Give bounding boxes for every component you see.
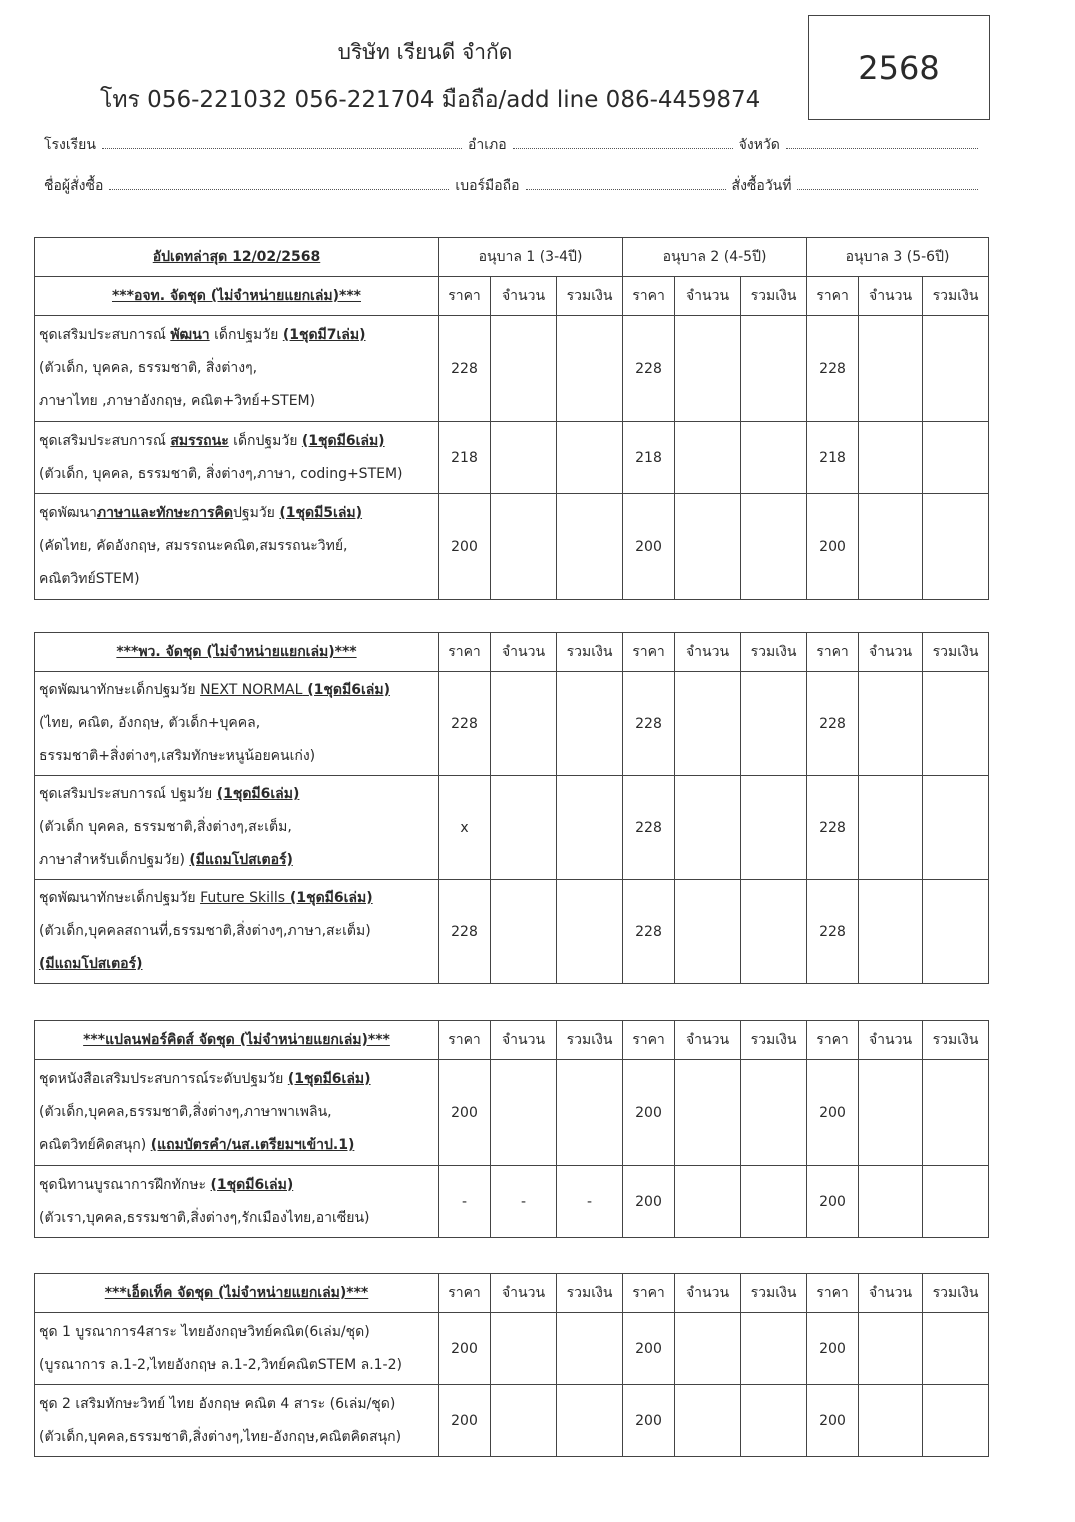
qty-k1-cell[interactable] [491,316,557,422]
section-title: ***แปลนฟอร์คิดส์ จัดชุด (ไม่จำหน่ายแยกเล่ม)*** [35,1021,439,1060]
buyer-field[interactable] [109,177,449,190]
total-k1-cell[interactable] [557,1385,623,1457]
item-description: ชุด 2 เสริมทักษะวิทย์ ไทย อังกฤษ คณิต 4 สาระ (6เล่ม/ชุด) (ตัวเด็ก,บุคคล,ธรรมชาติ,สิ่งต่างๆ,ไทย-อังกฤษ,คณิตคิดสนุก) [35,1385,439,1457]
col-price: ราคา [807,1021,859,1060]
price-k3: 228 [807,880,859,984]
total-k2-cell[interactable] [741,672,807,776]
item-description: ชุดเสริมประสบการณ์ พัฒนา เด็กปฐมวัย (1ชุดมี7เล่ม) (ตัวเด็ก, บุคคล, ธรรมชาติ, สิ่งต่างๆ, ภาษาไทย ,ภาษาอังกฤษ, คณิต+วิทย์+STEM) [35,316,439,422]
col-price: ราคา [623,277,675,316]
table-row [35,494,989,600]
total-k3-cell[interactable] [923,422,989,494]
level-k1: อนุบาล 1 (3-4ปี) [439,238,623,277]
price-k3: 200 [807,1060,859,1166]
col-total: รวมเงิน [557,633,623,672]
total-k1-cell[interactable] [557,422,623,494]
table-row [35,1166,989,1238]
col-price: ราคา [623,1274,675,1313]
qty-k1-cell[interactable] [491,422,557,494]
price-k3: 200 [807,494,859,600]
qty-k2-cell[interactable] [675,1385,741,1457]
item-description: ชุดหนังสือเสริมประสบการณ์ระดับปฐมวัย (1ชุดมี6เล่ม) (ตัวเด็ก,บุคคล,ธรรมชาติ,สิ่งต่างๆ,ภาษาพาเพลิน, คณิตวิทย์คิดสนุก) (แถมบัตรคำ/นส.เตรียมฯเข้าป.1) [35,1060,439,1166]
section-table-3 [34,1020,989,1238]
qty-k2-cell[interactable] [675,422,741,494]
col-qty: จำนวน [675,1021,741,1060]
col-qty: จำนวน [859,633,923,672]
qty-k2-cell[interactable] [675,316,741,422]
level-header-row [35,238,989,277]
col-price: ราคา [807,277,859,316]
price-k3: 228 [807,316,859,422]
section-table-1 [34,237,989,600]
total-k2-cell[interactable] [741,1166,807,1238]
col-qty: จำนวน [859,277,923,316]
col-total: รวมเงิน [741,1274,807,1313]
col-qty: จำนวน [859,1021,923,1060]
school-label: โรงเรียน [44,137,96,153]
price-k2: 200 [623,1060,675,1166]
total-k2-cell[interactable] [741,1313,807,1385]
total-k3-cell[interactable] [923,1313,989,1385]
qty-k3-cell[interactable] [859,1166,923,1238]
qty-k3-cell[interactable] [859,1385,923,1457]
qty-k3-cell[interactable] [859,316,923,422]
price-k2: 228 [623,672,675,776]
column-header-row [35,633,989,672]
table-row [35,422,989,494]
province-field[interactable] [786,136,978,149]
qty-k1-cell[interactable] [491,1313,557,1385]
qty-k2-cell[interactable] [675,1313,741,1385]
qty-k2-cell[interactable] [675,1060,741,1166]
col-total: รวมเงิน [557,1274,623,1313]
district-label: อำเภอ [467,137,507,153]
total-k1-cell[interactable] [557,776,623,880]
price-k2: 200 [623,1166,675,1238]
col-price: ราคา [439,277,491,316]
total-k2-cell[interactable] [741,494,807,600]
order-date-field[interactable] [797,177,978,190]
col-price: ราคา [439,1021,491,1060]
school-field[interactable] [102,136,462,149]
item-description: ชุดพัฒนาภาษาและทักษะการคิดปฐมวัย (1ชุดมี5เล่ม) (คัดไทย, คัดอังกฤษ, สมรรถนะคณิต,สมรรถนะวิทย์, คณิตวิทย์STEM) [35,494,439,600]
qty-k2-cell[interactable] [675,880,741,984]
column-header-row [35,1021,989,1060]
table-row [35,880,989,984]
col-total: รวมเงิน [741,1021,807,1060]
order-date-label: สั่งซื้อวันที่ [731,178,792,194]
item-description: ชุดเสริมประสบการณ์ สมรรถนะ เด็กปฐมวัย (1ชุดมี6เล่ม) (ตัวเด็ก, บุคคล, ธรรมชาติ, สิ่งต่างๆ,ภาษา, coding+STEM) [35,422,439,494]
table-row [35,776,989,880]
qty-k3-cell[interactable] [859,422,923,494]
qty-k1-cell[interactable] [491,1385,557,1457]
price-k2: 200 [623,494,675,600]
col-total: รวมเงิน [741,633,807,672]
total-k1-cell[interactable] [557,316,623,422]
price-k1: 200 [439,494,491,600]
section-table-4 [34,1273,989,1457]
col-total: รวมเงิน [557,1021,623,1060]
total-k2-cell[interactable] [741,1060,807,1166]
table-row [35,672,989,776]
province-label: จังหวัด [738,137,780,153]
total-k3-cell[interactable] [923,1060,989,1166]
total-k3-cell[interactable] [923,1166,989,1238]
total-k3-cell[interactable] [923,880,989,984]
price-k1: 228 [439,316,491,422]
qty-k3-cell[interactable] [859,494,923,600]
col-total: รวมเงิน [557,277,623,316]
price-k1: x [439,776,491,880]
col-price: ราคา [623,1021,675,1060]
col-price: ราคา [807,633,859,672]
price-k1: - [439,1166,491,1238]
price-k3: 218 [807,422,859,494]
col-qty: จำนวน [491,1274,557,1313]
col-total: รวมเงิน [923,1274,989,1313]
price-k2: 228 [623,316,675,422]
level-k2: อนุบาล 2 (4-5ปี) [623,238,807,277]
price-k2: 218 [623,422,675,494]
total-k2-cell[interactable] [741,776,807,880]
qty-k1-cell[interactable] [491,494,557,600]
col-qty: จำนวน [491,1021,557,1060]
item-description: ชุดนิทานบูรณาการฝึกทักษะ (1ชุดมี6เล่ม) (ตัวเรา,บุคคล,ธรรมชาติ,สิ่งต่างๆ,รักเมืองไทย,อาเซียน) [35,1166,439,1238]
column-header-row [35,1274,989,1313]
mobile-field[interactable] [526,177,726,190]
total-k1-cell[interactable] [557,672,623,776]
table-row [35,1060,989,1166]
price-k3: 228 [807,776,859,880]
total-k2-cell[interactable] [741,880,807,984]
col-total: รวมเงิน [923,277,989,316]
contact-line: โทร 056-221032 056-221704 มือถือ/add line 086-4459874 [100,87,761,113]
qty-k3-cell[interactable] [859,776,923,880]
qty-k3-cell[interactable] [859,880,923,984]
total-k3-cell[interactable] [923,494,989,600]
col-total: รวมเงิน [923,633,989,672]
col-qty: จำนวน [675,1274,741,1313]
qty-k2-cell[interactable] [675,672,741,776]
section-title: ***อจท. จัดชุด (ไม่จำหน่ายแยกเล่ม)*** [35,277,439,316]
table-row [35,1313,989,1385]
level-k3: อนุบาล 3 (5-6ปี) [807,238,989,277]
col-price: ราคา [439,1274,491,1313]
total-k2-cell[interactable] [741,316,807,422]
qty-k1-cell[interactable] [491,1060,557,1166]
price-k1: 228 [439,880,491,984]
price-k3: 228 [807,672,859,776]
total-k3-cell[interactable] [923,316,989,422]
qty-k1-cell: - [491,1166,557,1238]
col-qty: จำนวน [491,277,557,316]
table-row [35,1385,989,1457]
col-price: ราคา [807,1274,859,1313]
price-k1: 200 [439,1313,491,1385]
total-k2-cell[interactable] [741,422,807,494]
qty-k3-cell[interactable] [859,672,923,776]
col-total: รวมเงิน [923,1021,989,1060]
qty-k3-cell[interactable] [859,1313,923,1385]
section-table-2 [34,632,989,984]
col-qty: จำนวน [675,277,741,316]
price-k3: 200 [807,1166,859,1238]
qty-k2-cell[interactable] [675,776,741,880]
qty-k2-cell[interactable] [675,494,741,600]
col-qty: จำนวน [491,633,557,672]
qty-k1-cell[interactable] [491,776,557,880]
price-k2: 228 [623,776,675,880]
qty-k1-cell[interactable] [491,672,557,776]
updated-label: อัปเดทล่าสุด 12/02/2568 [35,238,439,277]
year-box [808,15,990,120]
form-row-buyer [40,175,980,197]
item-description: ชุดพัฒนาทักษะเด็กปฐมวัย NEXT NORMAL (1ชุดมี6เล่ม) (ไทย, คณิต, อังกฤษ, ตัวเด็ก+บุคคล, ธรรมชาติ+สิ่งต่างๆ,เสริมทักษะหนูน้อยคนเก่ง) [35,672,439,776]
price-k2: 200 [623,1313,675,1385]
total-k3-cell[interactable] [923,776,989,880]
qty-k2-cell[interactable] [675,1166,741,1238]
total-k1-cell: - [557,1166,623,1238]
total-k3-cell[interactable] [923,1385,989,1457]
qty-k1-cell[interactable] [491,880,557,984]
total-k3-cell[interactable] [923,672,989,776]
mobile-label: เบอร์มือถือ [455,178,520,194]
price-k2: 200 [623,1385,675,1457]
col-qty: จำนวน [675,633,741,672]
table-row [35,316,989,422]
price-k1: 200 [439,1385,491,1457]
district-field[interactable] [513,136,733,149]
item-description: ชุดพัฒนาทักษะเด็กปฐมวัย Future Skills (1ชุดมี6เล่ม) (ตัวเด็ก,บุคคลสถานที่,ธรรมชาติ,สิ่งต่างๆ,ภาษา,สะเต็ม) (มีแถมโปสเตอร์) [35,880,439,984]
total-k1-cell[interactable] [557,494,623,600]
qty-k3-cell[interactable] [859,1060,923,1166]
total-k1-cell[interactable] [557,1313,623,1385]
col-qty: จำนวน [859,1274,923,1313]
item-description: ชุดเสริมประสบการณ์ ปฐมวัย (1ชุดมี6เล่ม) (ตัวเด็ก บุคคล, ธรรมชาติ,สิ่งต่างๆ,สะเต็ม, ภาษาสำหรับเด็กปฐมวัย) (มีแถมโปสเตอร์) [35,776,439,880]
price-k1: 200 [439,1060,491,1166]
item-description: ชุด 1 บูรณาการ4สาระ ไทยอังกฤษวิทย์คณิต(6เล่ม/ชุด) (บูรณาการ ล.1-2,ไทยอังกฤษ ล.1-2,วิทย์คณิตSTEM ล.1-2) [35,1313,439,1385]
total-k1-cell[interactable] [557,1060,623,1166]
col-price: ราคา [439,633,491,672]
price-k3: 200 [807,1313,859,1385]
company-name: บริษัท เรียนดี จำกัด [337,40,513,64]
buyer-label: ชื่อผู้สั่งซื้อ [44,178,104,194]
price-k2: 228 [623,880,675,984]
column-header-row [35,277,989,316]
col-total: รวมเงิน [741,277,807,316]
price-k1: 228 [439,672,491,776]
price-k3: 200 [807,1385,859,1457]
section-title: ***เอ็ดเท็ค จัดชุด (ไม่จำหน่ายแยกเล่ม)*** [35,1274,439,1313]
price-k1: 218 [439,422,491,494]
section-title: ***พว. จัดชุด (ไม่จำหน่ายแยกเล่ม)*** [35,633,439,672]
col-price: ราคา [623,633,675,672]
total-k2-cell[interactable] [741,1385,807,1457]
total-k1-cell[interactable] [557,880,623,984]
year-text: 2568 [858,48,940,87]
form-row-school [40,134,980,156]
